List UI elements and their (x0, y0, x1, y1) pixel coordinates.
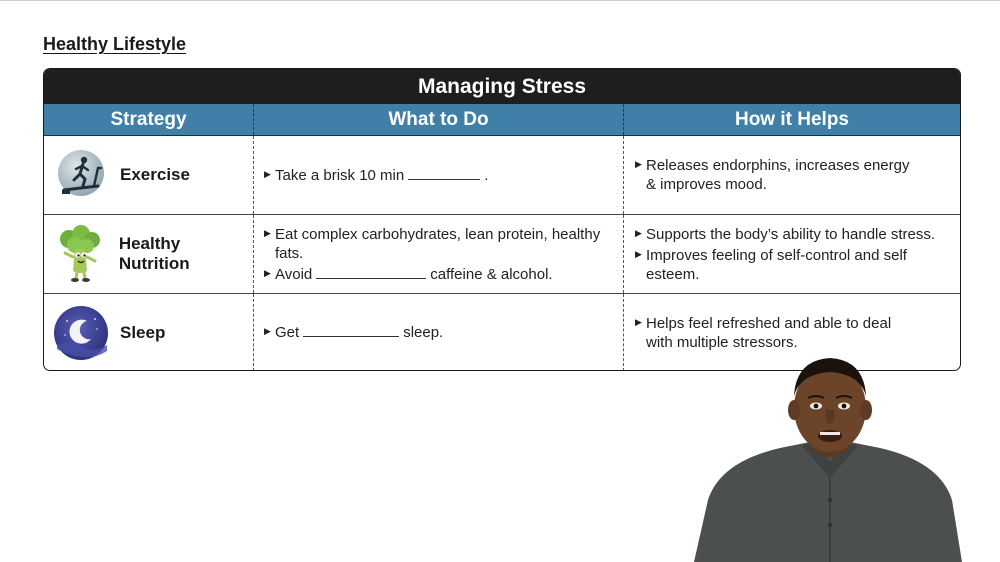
strategy-cell (44, 294, 253, 371)
list-item (264, 225, 623, 263)
section-title: Healthy Lifestyle (43, 34, 187, 54)
strategy-cell (44, 136, 253, 214)
top-divider (0, 0, 1000, 1)
bullet-icon: ▶ (264, 227, 271, 238)
strategy-label: Healthy Nutrition (118, 234, 190, 273)
what-to-do-cell (253, 215, 623, 293)
list-item (264, 166, 488, 185)
list-item (635, 225, 935, 244)
fill-in-text: Avoid (275, 265, 313, 283)
table-row (44, 215, 960, 294)
list-item-text: Helps feel refreshed and able to deal with multiple stressors. (646, 314, 892, 351)
fill-in-text: . (484, 166, 489, 184)
header-strategy: Strategy (110, 108, 187, 130)
bullet-icon: ▶ (264, 326, 271, 336)
table-row (44, 136, 960, 215)
header-what-to-do: What to Do (253, 104, 623, 135)
fill-in-text: sleep. (403, 324, 444, 341)
fill-in-text: Get (275, 324, 300, 341)
bullet-icon: ▶ (635, 159, 642, 169)
bullet-icon: ▶ (635, 248, 642, 259)
fill-in-blank (408, 167, 480, 180)
treadmill-runner-icon (52, 146, 110, 204)
fill-in-text: Take a brisk 10 min (275, 166, 405, 184)
managing-stress-table (43, 68, 961, 371)
list-item (635, 156, 916, 194)
list-item-text: Eat complex carbohydrates, lean protein, healthy fats. (275, 225, 601, 262)
bullet-icon: ▶ (264, 168, 271, 179)
list-item (635, 314, 916, 352)
list-item (264, 265, 553, 284)
list-item-text: Supports the body’s ability to handle stress. (646, 225, 936, 243)
list-item (264, 323, 443, 342)
strategy-label: Sleep (120, 322, 166, 342)
fill-in-blank (303, 324, 399, 337)
strategy-label: Exercise (120, 165, 190, 184)
strategy-cell (44, 215, 253, 293)
list-item (635, 246, 954, 284)
how-it-helps-cell (623, 215, 960, 293)
header-how-it-helps: How it Helps (623, 104, 960, 135)
bullet-icon: ▶ (635, 227, 642, 238)
list-item-text: Improves feeling of self-control and self esteem. (646, 246, 907, 283)
table-header-row (44, 104, 960, 136)
list-item-text: Releases endorphins, increases energy & improves mood. (646, 157, 910, 193)
what-to-do-cell (253, 294, 623, 371)
moon-night-icon (52, 304, 110, 362)
bullet-icon: ▶ (264, 267, 271, 278)
fill-in-blank (316, 266, 426, 279)
fill-in-text: caffeine & alcohol. (430, 265, 553, 283)
table-title: Managing Stress (44, 69, 960, 104)
bullet-icon: ▶ (635, 316, 642, 327)
broccoli-character-icon (52, 225, 109, 283)
presenter-video (690, 350, 970, 562)
what-to-do-cell (253, 136, 623, 214)
how-it-helps-cell (623, 136, 960, 214)
